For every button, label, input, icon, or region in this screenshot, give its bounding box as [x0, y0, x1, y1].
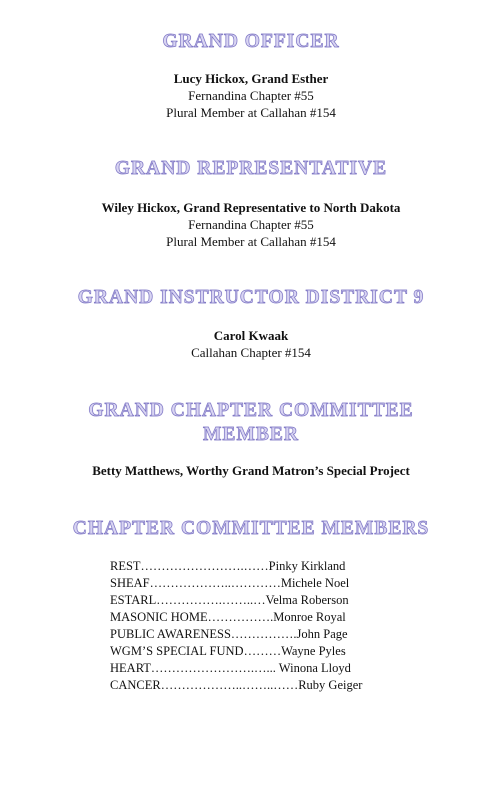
committee-member-estarl: ESTARL…………….……..…Velma Roberson: [110, 593, 349, 607]
grand-instructor-heading: GRAND INSTRUCTOR DISTRICT 9: [77, 287, 425, 308]
grand-representative-name: Wiley Hickox, Grand Representative to North Dakota: [101, 200, 401, 215]
grand-representative-heading: GRAND REPRESENTATIVE: [114, 158, 388, 179]
committee-member-cancer: CANCER………………..……..……Ruby Geiger: [110, 678, 363, 692]
grand-representative-chapter: Fernandina Chapter #55: [188, 217, 314, 232]
grand-officer-heading: GRAND OFFICER: [162, 31, 340, 52]
grand-chapter-committee-heading-line1: GRAND CHAPTER COMMITTEE: [88, 400, 414, 421]
committee-member-sheaf: SHEAF………………..…………Michele Noel: [110, 576, 350, 590]
committee-member-public-awareness: PUBLIC AWARENESS…………….John Page: [110, 627, 348, 641]
committee-member-wgm-special-fund: WGM’S SPECIAL FUND………Wayne Pyles: [110, 644, 346, 658]
chapter-committee-members-heading: CHAPTER COMMITTEE MEMBERS: [72, 518, 430, 539]
grand-chapter-committee-name: Betty Matthews, Worthy Grand Matron’s Special Project: [92, 463, 410, 478]
committee-member-heart: HEART…………………….…... Winona Lloyd: [110, 661, 351, 675]
grand-officer-plural: Plural Member at Callahan #154: [166, 105, 336, 120]
committee-members-list: [110, 558, 400, 694]
grand-chapter-committee-heading-line2: MEMBER: [203, 424, 299, 445]
committee-member-rest: REST…………………….……Pinky Kirkland: [110, 559, 346, 573]
grand-instructor-chapter: Callahan Chapter #154: [191, 345, 311, 360]
grand-instructor-name: Carol Kwaak: [213, 328, 289, 343]
grand-officer-name: Lucy Hickox, Grand Esther: [173, 71, 329, 86]
committee-member-masonic-home: MASONIC HOME…………….Monroe Royal: [110, 610, 346, 624]
grand-representative-plural: Plural Member at Callahan #154: [166, 234, 336, 249]
grand-officer-chapter: Fernandina Chapter #55: [188, 88, 314, 103]
